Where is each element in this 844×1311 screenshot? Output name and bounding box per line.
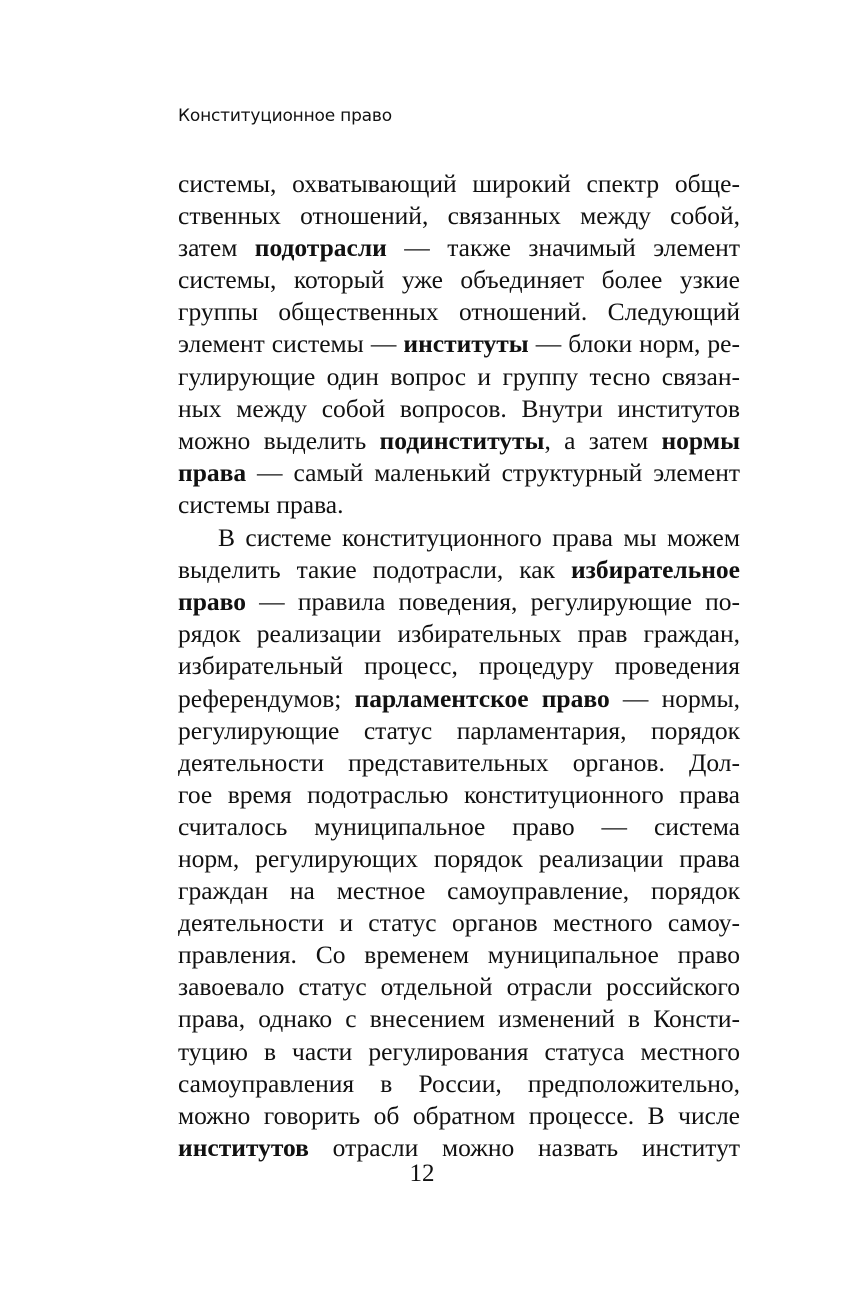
text-line — [178, 1036, 740, 1068]
text-run: можно выделить — [178, 425, 380, 455]
text-line — [178, 554, 740, 586]
text-run: отрасли можно назвать институт — [308, 1132, 740, 1162]
text-run: — блоки норм, ре- — [528, 329, 740, 359]
text-line — [178, 1003, 740, 1035]
text-run: граждан на местное самоуправление, порядок — [178, 876, 740, 906]
text-line — [178, 1100, 740, 1132]
text-line — [178, 232, 740, 264]
text-run: регулирующие статус парламентария, порядок — [178, 715, 740, 745]
bold-term: институты — [403, 329, 529, 359]
bold-term: нормы — [661, 425, 740, 455]
text-run: права, однако с внесением изменений в Консти- — [178, 1004, 740, 1034]
text-run: — также значимый элемент — [386, 233, 740, 263]
text-line — [178, 618, 740, 650]
text-line — [178, 168, 740, 200]
text-run: системы, охватывающий широкий спектр обще- — [178, 169, 740, 198]
text-run: можно говорить об обратном процессе. В числе — [178, 1100, 740, 1130]
text-line — [178, 586, 740, 618]
running-head: Конституционное право — [178, 106, 392, 126]
text-line — [178, 489, 740, 521]
bold-term: парламентское право — [354, 683, 610, 713]
text-run: считалось муниципальное право — система — [178, 811, 740, 841]
text-run: рядок реализации избирательных прав граждан, — [178, 619, 740, 649]
bold-term: право — [178, 587, 246, 617]
bold-term: подинституты — [379, 425, 545, 455]
text-line — [178, 875, 740, 907]
text-run: ных между собой вопросов. Внутри институтов — [178, 393, 740, 423]
text-line — [178, 811, 740, 843]
text-line — [178, 939, 740, 971]
text-line — [178, 683, 740, 715]
bold-term: избирательное — [570, 555, 740, 585]
text-run: гое время подотраслью конституционного права — [178, 779, 740, 809]
bold-term: институтов — [178, 1132, 309, 1162]
text-run: — самый маленький структурный элемент — [246, 457, 740, 487]
text-run: референдумов; — [178, 683, 355, 713]
text-line — [178, 747, 740, 779]
text-line — [178, 328, 740, 360]
text-line — [178, 779, 740, 811]
page-number: 12 — [409, 1160, 435, 1187]
text-run: гулирующие один вопрос и группу тесно связан- — [178, 361, 740, 391]
text-line — [178, 200, 740, 232]
text-line — [178, 715, 740, 747]
text-run: туцию в части регулирования статуса местного — [178, 1036, 740, 1066]
body-text — [178, 168, 740, 1164]
text-line — [178, 393, 740, 425]
bold-term: подотрасли — [254, 233, 387, 263]
text-run: группы общественных отношений. Следующий — [178, 297, 740, 327]
text-line — [178, 522, 740, 554]
text-run: деятельности и статус органов местного самоу- — [178, 908, 740, 938]
text-line — [178, 361, 740, 393]
text-run: избирательный процесс, процедуру проведения — [178, 651, 740, 681]
text-run: затем — [178, 233, 255, 263]
text-run: В системе конституционного права мы можем — [218, 523, 740, 553]
text-run: норм, регулирующих порядок реализации права — [178, 843, 740, 873]
text-run: элемент системы — — [178, 329, 404, 359]
text-line — [178, 425, 740, 457]
text-line — [178, 907, 740, 939]
text-line — [178, 1068, 740, 1100]
text-run: ственных отношений, связанных между собой, — [178, 201, 740, 231]
bold-term: права — [178, 457, 247, 487]
text-run: — правила поведения, регулирующие по- — [245, 587, 740, 617]
text-line — [178, 650, 740, 682]
text-line — [178, 457, 740, 489]
text-run: выделить такие подотрасли, как — [178, 555, 571, 585]
text-run: — нормы, — [609, 683, 740, 713]
text-line — [178, 843, 740, 875]
text-run: деятельности представительных органов. Дол- — [178, 747, 740, 777]
text-run: правления. Со временем муниципальное право — [178, 940, 740, 970]
text-run: системы права. — [178, 489, 344, 519]
text-line — [178, 971, 740, 1003]
text-run: , а затем — [544, 425, 662, 455]
text-run: завоевало статус отдельной отрасли российского — [178, 972, 740, 1002]
text-line — [178, 264, 740, 296]
text-line — [178, 296, 740, 328]
text-run: системы, который уже объединяет более узкие — [178, 265, 740, 295]
text-run: самоуправления в России, предположительно, — [178, 1068, 740, 1098]
